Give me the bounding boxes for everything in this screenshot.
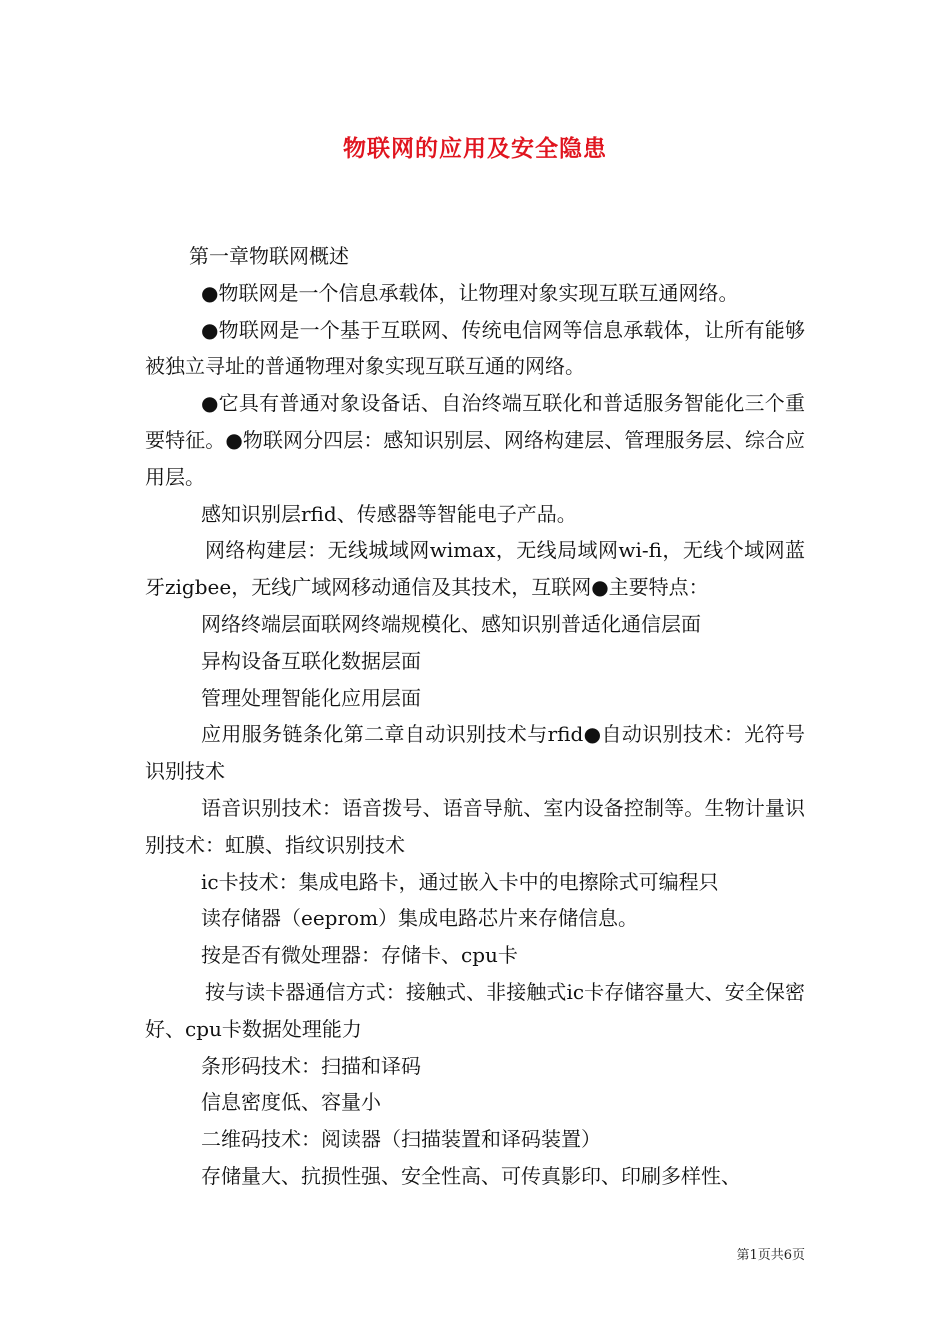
paragraph: 异构设备互联化数据层面: [201, 648, 421, 673]
paragraph: 网络终端层面联网终端规模化、感知识别普适化通信层面: [201, 611, 701, 636]
document-body: [145, 238, 805, 1195]
paragraph: 按与读卡器通信方式：接触式、非接触式ic卡存储容量大、安全保密好、cpu卡数据处理能力: [145, 979, 805, 1041]
chapter-heading: 第一章物联网概述: [189, 244, 349, 268]
document-title: 物联网的应用及安全隐患: [343, 135, 607, 162]
paragraph: ●物联网是一个基于互联网、传统电信网等信息承载体，让所有能够被独立寻址的普通物理对象实现互联互通的网络。: [145, 317, 805, 379]
paragraph: 读存储器（eeprom）集成电路芯片来存储信息。: [201, 906, 639, 931]
paragraph: 应用服务链条化第二章自动识别技术与rfid●自动识别技术：光符号识别技术: [145, 722, 805, 784]
paragraph: 信息密度低、容量小: [201, 1090, 381, 1115]
page-number: 第1页共6页: [736, 1248, 805, 1263]
paragraph: 语音识别技术：语音拨号、语音导航、室内设备控制等。生物计量识别技术：虹膜、指纹识别技术: [145, 795, 805, 857]
paragraph: 二维码技术：阅读器（扫描装置和译码装置）: [201, 1127, 601, 1152]
paragraph: 条形码技术：扫描和译码: [201, 1053, 421, 1078]
paragraph: 管理处理智能化应用层面: [201, 685, 421, 710]
paragraph: ●它具有普通对象设备话、自治终端互联化和普适服务智能化三个重要特征。●物联网分四层：感知识别层、网络构建层、管理服务层、综合应用层。: [145, 391, 805, 489]
paragraph: ic卡技术：集成电路卡，通过嵌入卡中的电擦除式可编程只: [201, 869, 719, 894]
paragraph: 网络构建层：无线城域网wimax，无线局域网wi-fi，无线个域网蓝牙zigbee，无线广域网移动通信及其技术，互联网●主要特点：: [145, 538, 805, 600]
paragraph: 存储量大、抗损性强、安全性高、可传真影印、印刷多样性、: [201, 1163, 741, 1188]
paragraph: 按是否有微处理器：存储卡、cpu卡: [201, 943, 518, 968]
paragraph: ●物联网是一个信息承载体，让物理对象实现互联互通网络。: [201, 280, 739, 305]
paragraph: 感知识别层rfid、传感器等智能电子产品。: [201, 501, 577, 526]
